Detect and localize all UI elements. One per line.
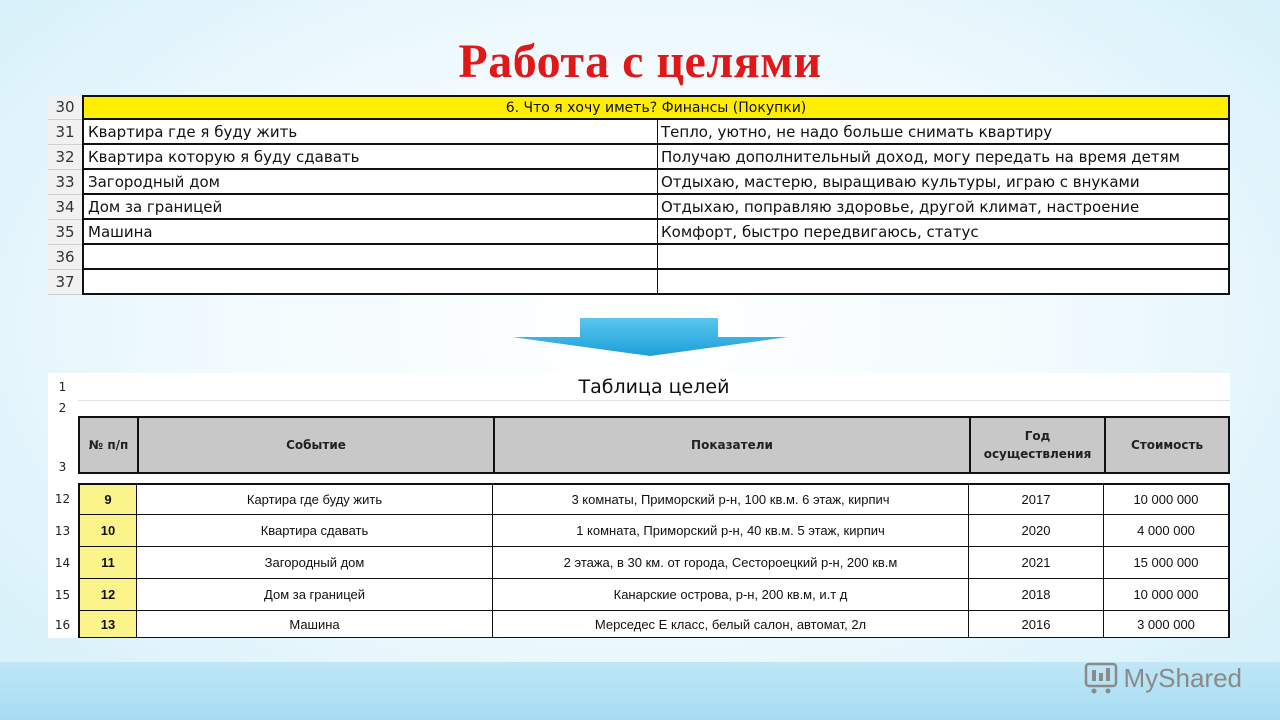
table-row bbox=[48, 145, 1230, 170]
goal-event: Дом за границей bbox=[137, 579, 493, 610]
header-cost: Стоимость bbox=[1130, 438, 1204, 452]
item-cell: Машина bbox=[82, 220, 657, 245]
row-number: 34 bbox=[48, 195, 82, 220]
goal-details: 3 комнаты, Приморский р-н, 100 кв.м. 6 этаж, кирпич bbox=[493, 485, 969, 514]
goal-number: 13 bbox=[78, 611, 137, 637]
row-number: 36 bbox=[48, 245, 82, 270]
header-details: Показатели bbox=[495, 418, 971, 472]
goals-table bbox=[48, 373, 1230, 638]
goal-year: 2017 bbox=[969, 485, 1104, 514]
table-row bbox=[78, 515, 1230, 547]
goal-year: 2020 bbox=[969, 515, 1104, 546]
table-row bbox=[78, 579, 1230, 611]
table-row bbox=[48, 120, 1230, 145]
row-number: 15 bbox=[54, 588, 71, 602]
row-number: 35 bbox=[48, 220, 82, 245]
row-number: 32 bbox=[48, 145, 82, 170]
table-row bbox=[48, 195, 1230, 220]
goal-cost: 3 000 000 bbox=[1137, 616, 1195, 632]
goals-table-title: Таблица целей bbox=[578, 375, 730, 398]
goal-details: 2 этажа, в 30 км. от города, Сестороецкий р-н, 200 кв.м bbox=[493, 547, 969, 578]
table-row bbox=[48, 270, 1230, 295]
myshared-logo bbox=[1084, 660, 1243, 696]
item-cell: Дом за границей bbox=[82, 195, 657, 220]
item-cell bbox=[82, 270, 657, 295]
cart-icon bbox=[1084, 661, 1118, 695]
table-row bbox=[48, 220, 1230, 245]
goal-year: 2021 bbox=[969, 547, 1104, 578]
goal-year: 2018 bbox=[969, 579, 1104, 610]
header-event: Событие bbox=[139, 418, 495, 472]
item-cell: Квартира которую я буду сдавать bbox=[82, 145, 657, 170]
goal-cost: 10 000 000 bbox=[1133, 492, 1199, 507]
table-header-row bbox=[48, 95, 1230, 120]
table-row bbox=[48, 170, 1230, 195]
row-number: 14 bbox=[54, 556, 71, 570]
goal-number: 11 bbox=[78, 547, 137, 578]
slide-title: Работа с целями bbox=[458, 35, 822, 88]
down-arrow-icon bbox=[510, 318, 790, 358]
goal-event: Машина bbox=[137, 611, 493, 637]
header-number: № п/п bbox=[80, 418, 139, 472]
table-row bbox=[78, 547, 1230, 579]
goal-details: Мерседес Е класс, белый салон, автомат, 2л bbox=[493, 611, 969, 637]
table-header: 6. Что я хочу иметь? Финансы (Покупки) bbox=[82, 95, 1230, 120]
header-year: Год осуществления bbox=[971, 418, 1106, 472]
goal-cost: 10 000 000 bbox=[1133, 587, 1199, 602]
description-cell: Отдыхаю, мастерю, выращиваю культуры, играю с внуками bbox=[657, 170, 1230, 195]
goal-event: Загородный дом bbox=[137, 547, 493, 578]
row-number: 16 bbox=[54, 617, 71, 632]
item-cell: Загородный дом bbox=[82, 170, 657, 195]
goal-details: Канарские острова, р-н, 200 кв.м, и.т д bbox=[493, 579, 969, 610]
row-number: 13 bbox=[54, 524, 71, 538]
description-cell bbox=[657, 245, 1230, 270]
row-number: 37 bbox=[48, 270, 82, 295]
goal-cost: 15 000 000 bbox=[1133, 555, 1199, 570]
goal-event: Картира где буду жить bbox=[137, 485, 493, 514]
goal-cost: 4 000 000 bbox=[1137, 523, 1195, 538]
table-row bbox=[78, 611, 1230, 638]
goal-event: Квартира сдавать bbox=[137, 515, 493, 546]
goal-number: 9 bbox=[78, 485, 137, 514]
row-number: 33 bbox=[48, 170, 82, 195]
description-cell: Комфорт, быстро передвигаюсь, статус bbox=[657, 220, 1230, 245]
item-cell: Квартира где я буду жить bbox=[82, 120, 657, 145]
row-number: 2 bbox=[58, 401, 67, 415]
logo-text: MyShared bbox=[1123, 662, 1242, 693]
row-number: 31 bbox=[48, 120, 82, 145]
goal-year: 2016 bbox=[969, 611, 1104, 637]
row-number: 1 bbox=[58, 379, 67, 394]
table-row bbox=[48, 245, 1230, 270]
goals-table-header bbox=[78, 416, 1230, 474]
description-cell: Получаю дополнительный доход, могу передать на время детям bbox=[657, 145, 1230, 170]
goal-details: 1 комната, Приморский р-н, 40 кв.м. 5 этаж, кирпич bbox=[493, 515, 969, 546]
description-cell: Отдыхаю, поправляю здоровье, другой климат, настроение bbox=[657, 195, 1230, 220]
item-cell bbox=[82, 245, 657, 270]
goal-number: 10 bbox=[78, 515, 137, 546]
row-number: 3 bbox=[58, 460, 67, 474]
goal-number: 12 bbox=[78, 579, 137, 610]
description-cell bbox=[657, 270, 1230, 295]
purchases-table bbox=[48, 95, 1230, 295]
description-cell: Тепло, уютно, не надо больше снимать квартиру bbox=[657, 120, 1230, 145]
table-row bbox=[78, 483, 1230, 515]
row-number: 30 bbox=[48, 95, 82, 120]
row-number: 12 bbox=[54, 492, 71, 506]
